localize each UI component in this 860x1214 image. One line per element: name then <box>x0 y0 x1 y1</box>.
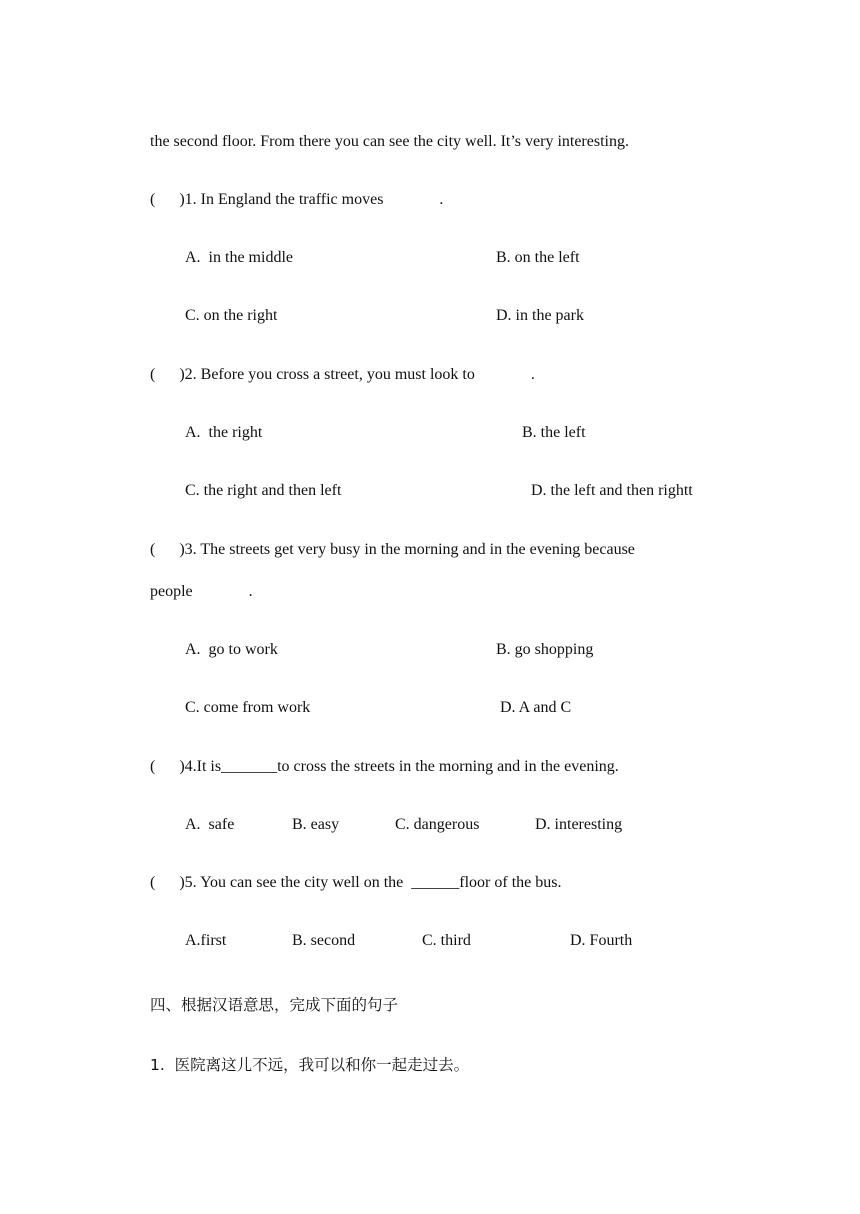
question-3-stem-continued: people . <box>150 583 253 600</box>
question-4-option-b: B. easy <box>292 816 340 833</box>
question-1-option-b: B. on the left <box>496 249 580 266</box>
question-5-option-a: A.first <box>185 932 227 949</box>
question-2-option-d: D. the left and then rightt <box>531 482 693 499</box>
question-2-option-c: C. the right and then left <box>185 482 342 499</box>
question-2-option-a: A. the right <box>185 424 263 441</box>
question-4-option-a: A. safe <box>185 816 235 833</box>
question-3-stem: ( )3. The streets get very busy in the morning and in the evening because <box>150 541 635 558</box>
question-5-stem: ( )5. You can see the city well on the ______floor of the bus. <box>150 874 562 891</box>
question-2-stem: ( )2. Before you cross a street, you must look to . <box>150 366 535 383</box>
question-5-option-c: C. third <box>422 932 471 949</box>
question-4-stem: ( )4.It is_______to cross the streets in the morning and in the evening. <box>150 758 619 775</box>
question-3-option-b: B. go shopping <box>496 641 594 658</box>
intro-line: the second floor. From there you can see the city well. It’s very interesting. <box>150 133 629 150</box>
question-3-option-a: A. go to work <box>185 641 278 658</box>
question-4-option-d: D. interesting <box>535 816 623 833</box>
section-four-heading: 四、根据汉语意思，完成下面的句子 <box>150 996 399 1014</box>
question-1-option-c: C. on the right <box>185 307 278 324</box>
question-4-option-c: C. dangerous <box>395 816 480 833</box>
section-four-item-1: 1. 医院离这儿不远，我可以和你一起走过去。 <box>150 1056 470 1074</box>
question-1-option-d: D. in the park <box>496 307 584 324</box>
question-1-option-a: A. in the middle <box>185 249 293 266</box>
question-5-option-d: D. Fourth <box>570 932 633 949</box>
question-1-stem: ( )1. In England the traffic moves . <box>150 191 444 208</box>
question-2-option-b: B. the left <box>522 424 586 441</box>
question-5-option-b: B. second <box>292 932 356 949</box>
question-3-option-d: D. A and C <box>500 699 572 716</box>
question-3-option-c: C. come from work <box>185 699 311 716</box>
